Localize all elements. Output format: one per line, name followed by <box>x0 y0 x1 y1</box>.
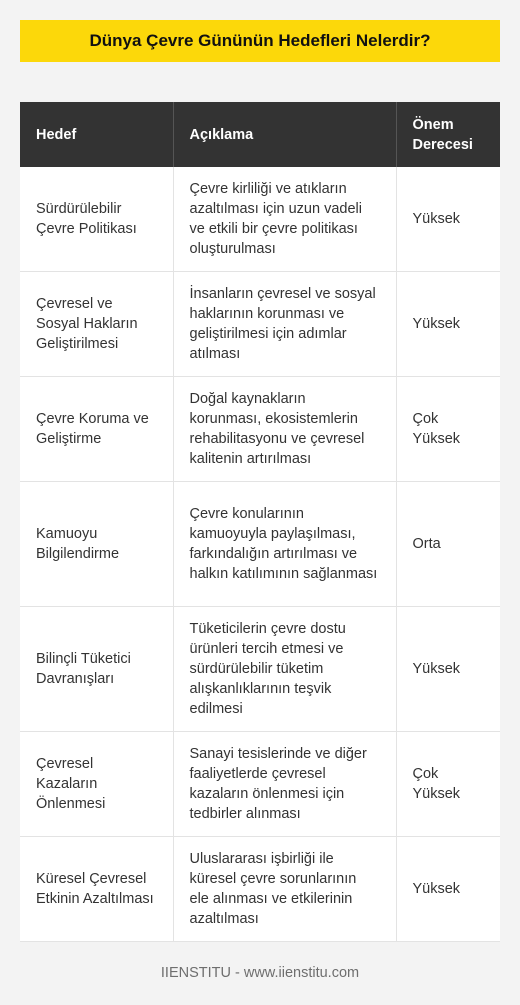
table-row <box>20 272 500 377</box>
importance-cell: Orta <box>396 482 500 607</box>
importance-cell: Yüksek <box>396 272 500 377</box>
column-header-goal: Hedef <box>20 102 173 167</box>
goals-table <box>20 102 500 942</box>
table-row <box>20 482 500 607</box>
importance-cell: Yüksek <box>396 607 500 732</box>
description-cell: Çevre konularının kamuoyuyla paylaşılması, farkındalığın artırılması ve halkın katılımının sağlanması <box>173 482 396 607</box>
description-cell: Doğal kaynakların korunması, ekosistemlerin rehabilitasyonu ve çevresel kalitenin artırılması <box>173 377 396 482</box>
table-row <box>20 377 500 482</box>
description-cell: Çevre kirliliği ve atıkların azaltılması için uzun vadeli ve etkili bir çevre politikası oluşturulması <box>173 167 396 272</box>
description-cell: Uluslararası işbirliği ile küresel çevre sorunlarının ele alınması ve etkilerinin azaltılması <box>173 837 396 942</box>
goal-cell: Sürdürülebilir Çevre Politikası <box>20 167 173 272</box>
importance-cell: Yüksek <box>396 167 500 272</box>
table-row <box>20 607 500 732</box>
column-header-importance: Önem Derecesi <box>396 102 500 167</box>
table-row <box>20 837 500 942</box>
goal-cell: Çevresel ve Sosyal Hakların Geliştirilmesi <box>20 272 173 377</box>
table-row <box>20 732 500 837</box>
goal-cell: Kamuoyu Bilgilendirme <box>20 482 173 607</box>
page-title: Dünya Çevre Gününün Hedefleri Nelerdir? <box>20 20 500 62</box>
table-row <box>20 167 500 272</box>
description-cell: Sanayi tesislerinde ve diğer faaliyetlerde çevresel kazaların önlenmesi için tedbirler alınması <box>173 732 396 837</box>
footer-credit: IIENSTITU - www.iienstitu.com <box>160 965 360 981</box>
description-cell: Tüketicilerin çevre dostu ürünleri tercih etmesi ve sürdürülebilir tüketim alışkanlıklarının teşvik edilmesi <box>173 607 396 732</box>
goal-cell: Çevresel Kazaların Önlenmesi <box>20 732 173 837</box>
column-header-description: Açıklama <box>173 102 396 167</box>
description-cell: İnsanların çevresel ve sosyal haklarının korunması ve geliştirilmesi için adımlar atılması <box>173 272 396 377</box>
goal-cell: Çevre Koruma ve Geliştirme <box>20 377 173 482</box>
table-header-row <box>20 102 500 167</box>
importance-cell: Çok Yüksek <box>396 377 500 482</box>
importance-cell: Yüksek <box>396 837 500 942</box>
importance-cell: Çok Yüksek <box>396 732 500 837</box>
goal-cell: Bilinçli Tüketici Davranışları <box>20 607 173 732</box>
goal-cell: Küresel Çevresel Etkinin Azaltılması <box>20 837 173 942</box>
